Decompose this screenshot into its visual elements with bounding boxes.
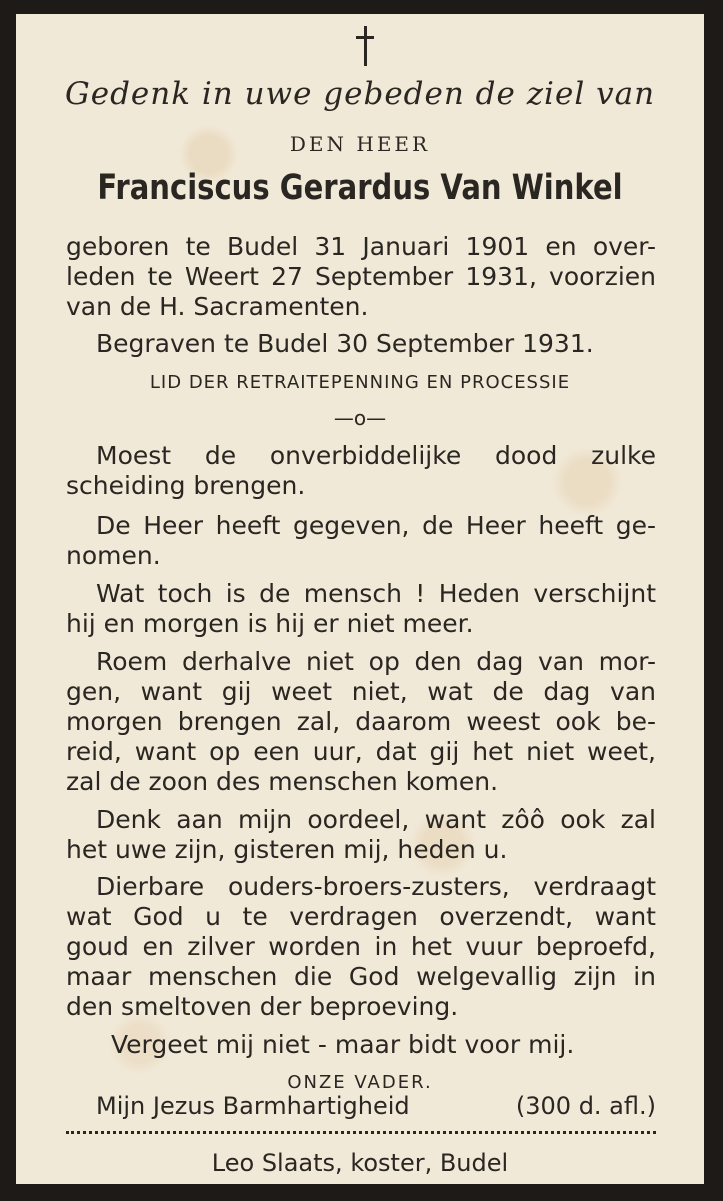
paragraph-line: Wat toch is de mensch ! Heden verschijnt — [96, 579, 656, 608]
paragraph-line: morgen brengen zal, daarom weest ook be- — [66, 707, 656, 736]
bio-line: van de H. Sacramenten. — [66, 292, 369, 321]
deceased-name: Franciscus Gerardus Van Winkel — [97, 168, 623, 208]
paragraph-line: gen, want gij weet niet, wat de dag van — [66, 677, 656, 706]
bio-line: leden te Weert 27 September 1931, voorzien — [66, 262, 656, 291]
indulgence-text: Mijn Jezus Barmhartigheid — [96, 1092, 410, 1120]
dotted-divider — [66, 1131, 656, 1134]
title-prefix: DEN HEER — [289, 132, 431, 156]
paragraph-line: den smeltoven der beproeving. — [66, 992, 459, 1021]
burial: Begraven te Budel 30 September 1931. — [96, 329, 594, 358]
closing-line: Vergeet mij niet - maar bidt voor mij. — [111, 1030, 575, 1059]
membership: LID DER RETRAITEPENNING EN PROCESSIE — [149, 372, 571, 393]
paragraph-line: zal de zoon des menschen komen. — [66, 767, 499, 796]
memorial-card — [16, 14, 704, 1184]
paragraph-line: scheiding brengen. — [66, 471, 306, 500]
paragraph-line: Dierbare ouders-broers-zusters, verdraagt — [96, 872, 656, 901]
paragraph-line: nomen. — [66, 541, 161, 570]
paragraph-line: hij en morgen is hij er niet meer. — [66, 609, 474, 638]
paragraph-line: Moest de onverbiddelijke dood zulke — [96, 441, 656, 470]
paragraph-line: het uwe zijn, gisteren mij, heden u. — [66, 835, 508, 864]
bio-line: geboren te Budel 31 Januari 1901 en over- — [66, 232, 656, 261]
paragraph-line: Denk aan mijn oordeel, want zôô ook zal — [96, 805, 656, 834]
paragraph-line: wat God u te verdragen overzendt, want — [66, 902, 656, 931]
printer: Leo Slaats, koster, Budel — [211, 1149, 509, 1177]
indulgence-value: (300 d. afl.) — [515, 1092, 656, 1120]
paragraph-line: maar menschen die God welgevallig zijn in — [66, 962, 656, 991]
paragraph-line: goud en zilver worden in het vuur beproefd, — [66, 932, 656, 961]
paragraph-line: De Heer heeft gegeven, de Heer heeft ge- — [96, 511, 656, 540]
separator: —o— — [333, 406, 387, 430]
paragraph-line: Roem derhalve niet op den dag van mor- — [96, 647, 656, 676]
paragraph-line: reid, want op een uur, dat gij het niet weet, — [66, 737, 656, 766]
cross-icon — [355, 26, 375, 66]
heading: Gedenk in uwe gebeden de ziel van — [64, 76, 656, 112]
prayer: ONZE VADER. — [287, 1072, 433, 1093]
